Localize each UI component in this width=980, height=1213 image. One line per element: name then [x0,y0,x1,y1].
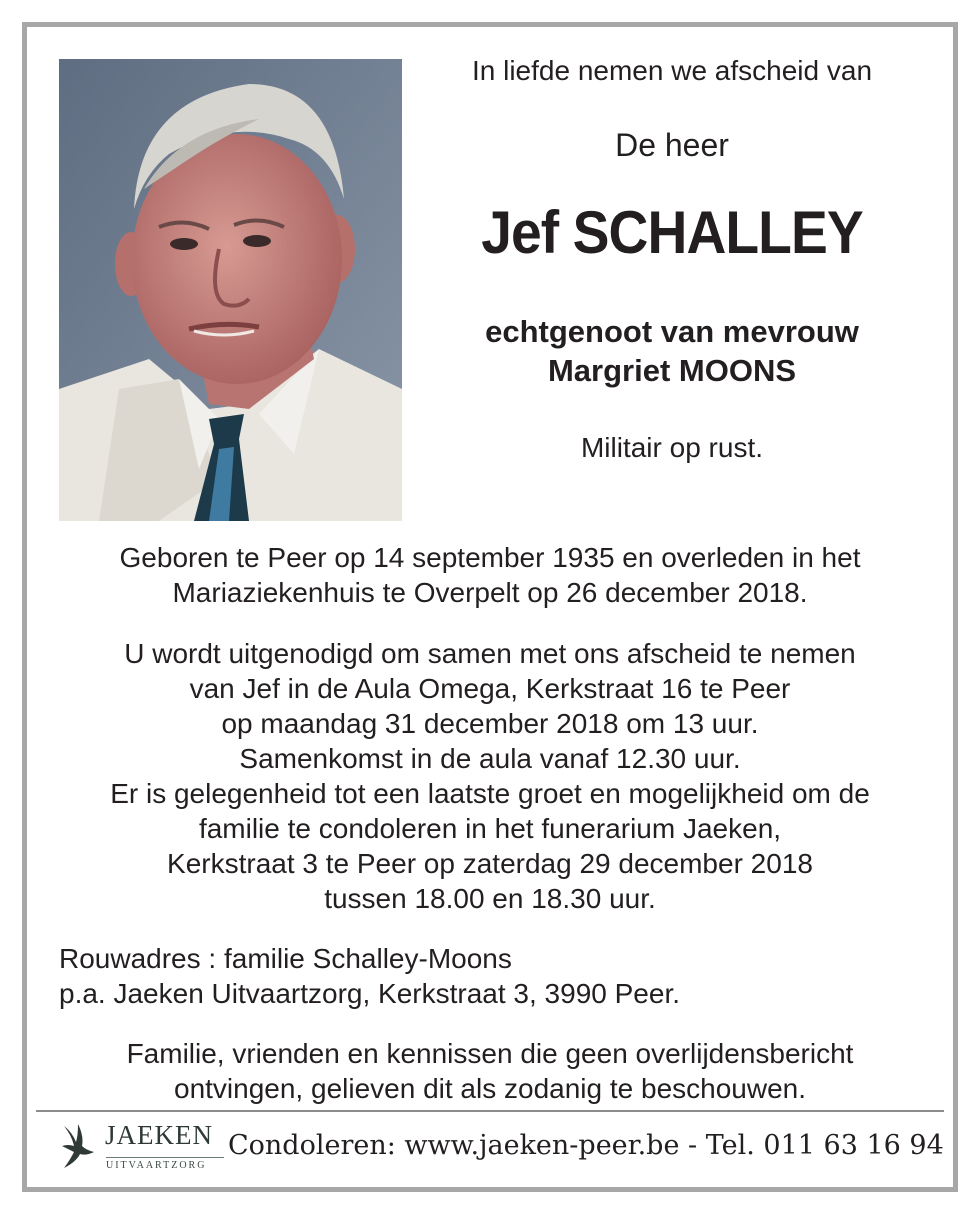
deceased-name: Jef SCHALLEY [481,199,863,266]
address-line-1: Rouwadres : familie Schalley-Moons [59,943,512,974]
invitation-line-6: familie te condoleren in het funerarium Jaeken, [198,813,782,844]
notice-line-2: ontvingen, gelieven dit als zodanig te beschouwen. [174,1073,806,1104]
invitation-line-2: van Jef in de Aula Omega, Kerkstraat 16 te Peer [189,673,791,704]
notice-paragraph [40,1036,940,1106]
mourning-address [59,941,680,1011]
occupation: Militair op rust. [580,432,764,463]
birth-line-1: Geboren te Peer op 14 september 1935 en overleden in het [119,542,861,573]
honorific: De heer [615,127,729,163]
spouse-line-2: Margriet MOONS [547,353,797,388]
footer-divider [36,1110,944,1112]
birth-line-2: Mariaziekenhuis te Overpelt op 26 december 2018. [172,577,808,608]
spouse-info [430,312,914,390]
invitation-line-1: U wordt uitgenodigd om samen met ons afscheid te nemen [124,638,856,669]
condolence-contact: Condoleren: www.jaeken-peer.be - Tel. 011 63 16 94 [228,1130,944,1161]
portrait-illustration [59,59,402,521]
intro-text: In liefde nemen we afscheid van [471,55,873,86]
invitation-line-4: Samenkomst in de aula vanaf 12.30 uur. [239,743,741,774]
notice-line-1: Familie, vrienden en kennissen die geen overlijdensbericht [126,1038,854,1069]
invitation-line-5: Er is gelegenheid tot een laatste groet en mogelijkheid om de [110,778,870,809]
logo-name: JAEKEN [105,1120,213,1150]
invitation-line-3: op maandag 31 december 2018 om 13 uur. [221,708,759,739]
portrait-photo [59,59,402,521]
invitation-line-8: tussen 18.00 en 18.30 uur. [324,883,656,914]
jaeken-logo [58,1120,228,1176]
spouse-line-1: echtgenoot van mevrouw [485,314,859,349]
logo-subtitle: UITVAARTZORG [106,1157,224,1171]
dove-icon [58,1122,96,1170]
address-line-2: p.a. Jaeken Uitvaartzorg, Kerkstraat 3, 3990 Peer. [59,978,681,1009]
invitation-line-7: Kerkstraat 3 te Peer op zaterdag 29 december 2018 [167,848,813,879]
birth-death-paragraph [40,540,940,610]
invitation-paragraph [40,636,940,916]
